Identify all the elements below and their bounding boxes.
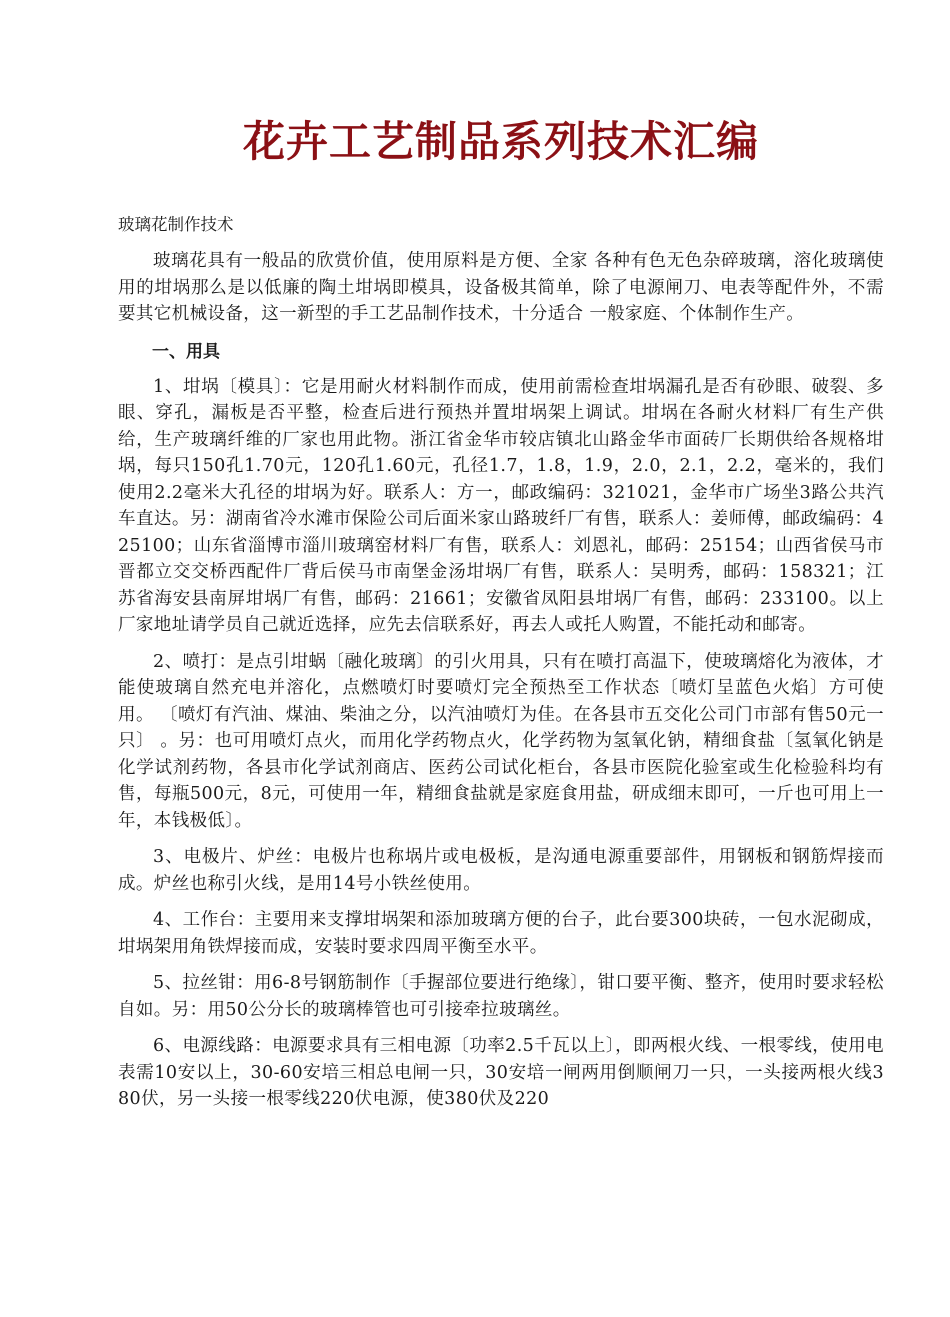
subheading-tools: 一、用具 [152, 341, 220, 362]
paragraph-crucible: 1、坩埚〔模具〕：它是用耐火材料制作而成，使用前需检查坩埚漏孔是否有砂眼、破裂、多眼、穿孔，漏板是否平整，检查后进行预热并置坩埚架上调试。坩埚在各耐火材料厂有生产供给，生产玻璃纤维的厂家也用此物。浙江省金华市较店镇北山路金华市面砖厂长期供给各规格坩埚，每只150孔1.70元，120孔1.60元，孔径1.7，1.8，1.9，2.0，2.1，2.2，毫米的，我们使用2.2毫米大孔径的坩埚为好。联系人：方一，邮政编码：321021，金华市广场坐3路公共汽车直达。另：湖南省冷水滩市保险公司后面米家山路玻纤厂有售，联系人：姜师傅，邮政编码：425100；山东省淄博市淄川玻璃窑材料厂有售，联系人：刘恩礼，邮码：25154；山西省侯马市晋都立交交桥西配件厂背后侯马市南堡金汤坩埚厂有售，联系人：吴明秀，邮码：158321；江苏省海安县南屏坩埚厂有售，邮码：21661；安徽省凤阳县坩埚厂有售，邮码：233100。以上厂家地址请学员自己就近选择，应先去信联系好，再去人或托人购置，不能托动和邮寄。 [118, 376, 884, 635]
document-body [118, 248, 884, 1123]
section-title: 玻璃花制作技术 [118, 215, 234, 234]
intro-paragraph: 玻璃花具有一般品的欣赏价值，使用原料是方便、全家 各种有色无色杂碎玻璃，溶化玻璃使用的坩埚那么是以低廉的陶土坩埚即模具，设备极其简单，除了电源闸刀、电表等配件外，不需要其它机械设备，这一新型的手工艺品制作技术，十分适合 一般家庭、个体制作生产。 [118, 251, 884, 324]
paragraph-workbench: 4、工作台：主要用来支撑坩埚架和添加玻璃方便的台子，此台要300块砖，一包水泥砌成，坩埚架用角铁焊接而成，安装时要求四周平衡至水平。 [118, 910, 884, 957]
document-title: 花卉工艺制品系列技术汇编 [242, 117, 759, 166]
paragraph-power-circuit: 6、电源线路：电源要求具有三相电源〔功率2.5千瓦以上〕，即两根火线、一根零线，使用电表需10安以上，30-60安培三相总电闸一只，30安培一闸两用倒顺闸刀一只，一头接两根火线380伏，另一头接一根零线220伏电源，使380伏及220 [118, 1036, 884, 1109]
paragraph-drawing-pliers: 5、拉丝钳：用6-8号钢筋制作〔手握部位要进行绝缘〕，钳口要平衡、整齐，使用时要求轻松自如。另：用50公分长的玻璃棒管也可引接牵拉玻璃丝。 [118, 973, 884, 1020]
paragraph-blowtorch: 2、喷打：是点引坩蜗〔融化玻璃〕的引火用具，只有在喷打高温下，使玻璃熔化为液体，才能使玻璃自然充电并溶化，点燃喷灯时要喷灯完全预热至工作状态〔喷灯呈蓝色火焰〕方可使用。 〔喷灯有汽油、煤油、柴油之分，以汽油喷灯为佳。在各县市五交化公司门市部有售50元一只〕 。另：也可用喷灯点火，而用化学药物点火，化学药物为氢氧化钠，精细食盐〔氢氧化钠是化学试剂药物，各县市化学试剂商店、医药公司试化柜台，各县市医院化验室或生化检验科均有售，每瓶500元，8元，可使用一年，精细食盐就是家庭食用盐，研成细末即可，一斤也可用上一年，本钱极低〕。 [118, 651, 884, 831]
paragraph-electrode: 3、电极片、炉丝：电极片也称埚片或电极板，是沟通电源重要部件，用钢板和钢筋焊接而成。炉丝也称引火线，是用14号小铁丝使用。 [118, 847, 884, 894]
